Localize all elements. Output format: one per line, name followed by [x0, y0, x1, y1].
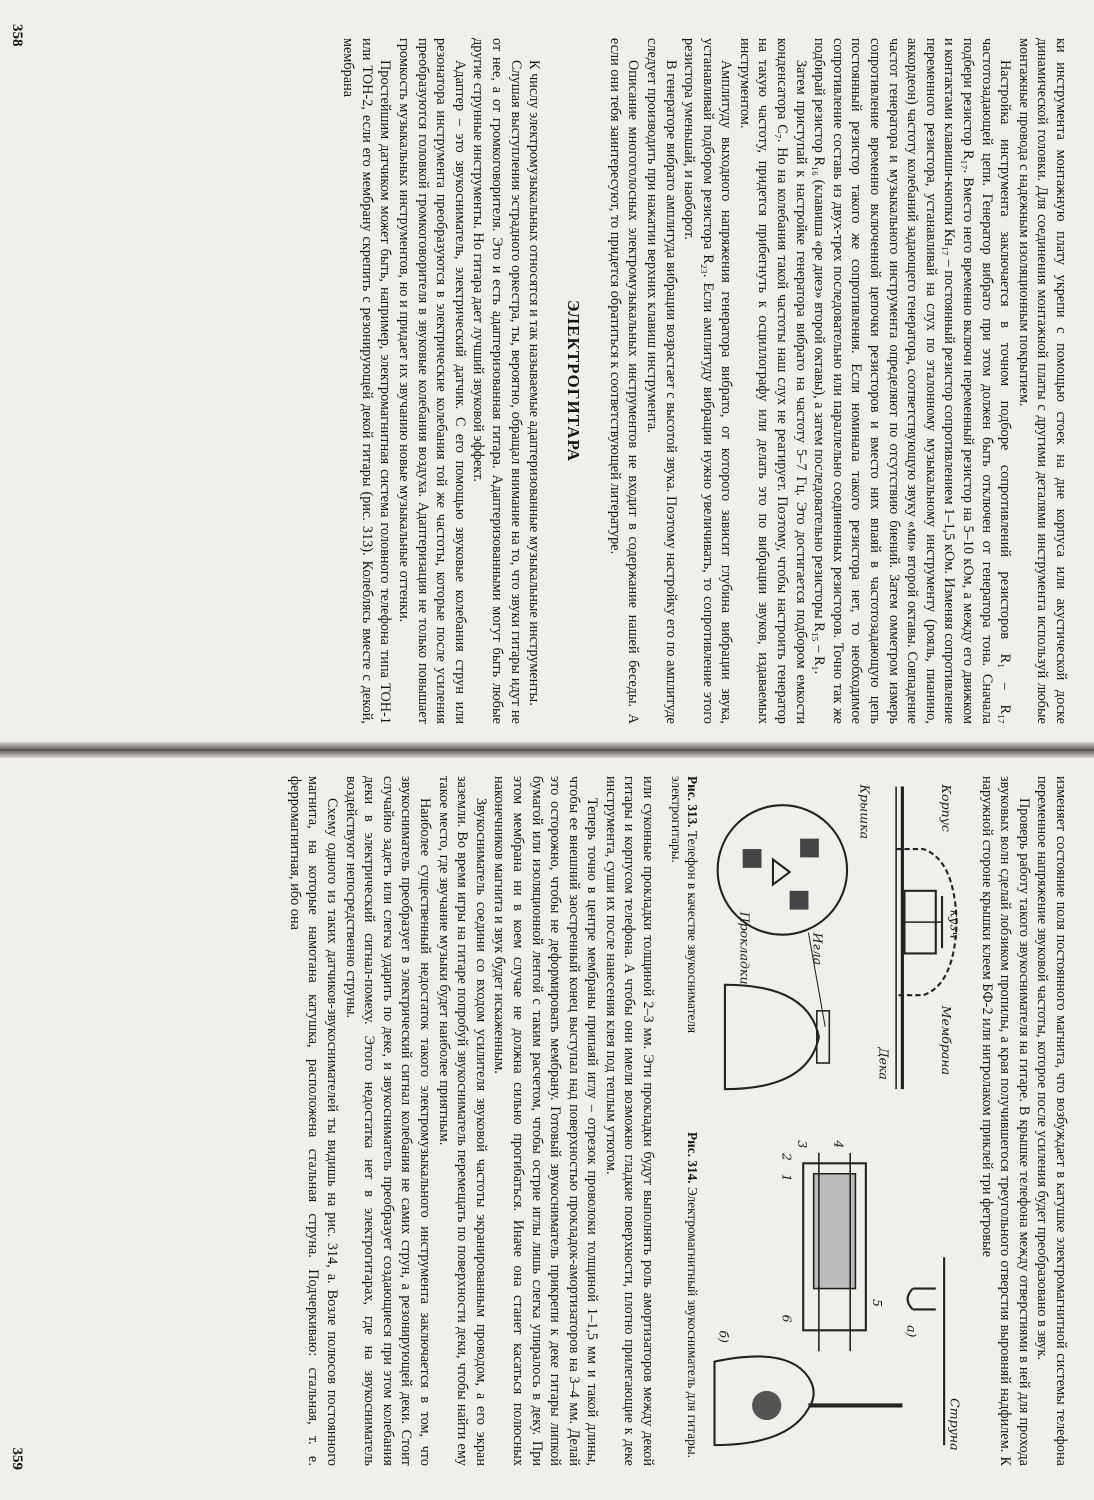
label-b: б) [716, 1330, 732, 1343]
label-prokladki: Прокладки [737, 911, 753, 985]
label-kyzch: кузч [947, 909, 963, 939]
paragraph: Схему одного из таких датчиков-звукоснимателей ты видишь на рис. 314, а. Возле полюсов постоянного магнита, на которые намотана катушка, расположена стальная струна. Подчеркиваю: стальная, т. е. ферромагнитная, ибо она [286, 776, 340, 1466]
left-page [0, 0, 1094, 742]
paragraph: Проверь работу такого звукоснимателя на гитаре. В крышке телефона между отверстиями в ней для прохода звуковых волн сделай лобзиком пропилы, а края получившегося треугольного отверстия выровняй надфилем. К наружной стороне крышки клеем БФ-2 или нитролаком приклей три фетровые [978, 776, 1032, 1466]
label-struna: Струна [947, 1398, 963, 1451]
label-4: 4 [831, 1140, 847, 1149]
paragraph: Наиболее существенный недостаток такого электромузыкального инструмента заключается в том, что звукосниматель преобразует в электрический сигнал колебания не самих струн, а резонирующей деки. Стоит случайно задеть или слегка ударить по деке, и звукосниматель преобразует создающиеся при этом колебания деки в электрический сигнал-помеху. Этого недостатка нет в электрогитарах, где на звукосниматель воздействуют непосредственно струны. [342, 776, 433, 1466]
paragraph: Простейшим датчиком может быть, например, электромагнитная система головного телефона типа ТОН-1 или ТОН-2, если его мембрану скрепить с резонирующей декой гитары (рис. 313). Колеблясь вместе с декой, мембрана [340, 38, 394, 724]
paragraph: Слушая выступления эстрадного оркестра, ты, вероятно, обращал внимание на то, что звуки гитары идут не от нее, а от громкоговорителя. Это и есть адаптеризованная гитара. Адаптеризованными могут быть любые другие струнные инструменты. Но гитара дает лучший звуковой эффект. [470, 38, 524, 724]
magnet-poles [908, 1289, 936, 1310]
label-1: 1 [779, 1173, 795, 1182]
caption-number: Рис. 313. [685, 776, 701, 828]
paragraph: ки инструмента монтажную плату укрепи с помощью стоек на дне корпуса или акустической доске динамической головки. Для соединения монтажной платы с другими деталями инструмента используй любые монтажные провода с надежным изоляционным покрытием. [1015, 38, 1069, 724]
caption-text: Телефон в качестве звукоснимателя электрогитары. [668, 776, 701, 1034]
paragraph: К числу электромузыкальных относятся и так называемые адаптеризованные музыкальные инструменты. [526, 60, 543, 706]
figure-313-drawing [704, 776, 965, 1110]
pad [743, 849, 762, 868]
label-kryshka: Крышка [857, 784, 873, 840]
label-a: а) [904, 1325, 920, 1338]
figure-314 [667, 1132, 965, 1466]
label-3: 3 [795, 1140, 811, 1149]
label-deka: Дека [876, 1047, 892, 1080]
paragraph: Звукосниматель соедини со входом усилителя звуковой частоты экранированным проводом, а его экран заземли. Во время игры на гитаре попробуй звукосниматель перемещать по поверхности деки, чтобы найти ему такое место, где звучание музыки будет наиболее приятным. [435, 776, 489, 1466]
pad [790, 891, 809, 910]
page-number: 359 [9, 1447, 25, 1470]
label-korpus: Корпус [939, 784, 955, 832]
paragraph: Амплитуду выходного напряжения генератора вибрато, от которого зависит глубина вибрации звука, устанавливай подбором резистора R₂₃. Если амплитуду вибрации нужно увеличивать, то сопротивление этого резистора уменьшай, и наоборот. [681, 38, 735, 724]
triangle-hole [773, 860, 790, 885]
page-number: 358 [9, 24, 25, 47]
figure-314-caption [684, 1132, 701, 1466]
label-6: 6 [779, 1314, 795, 1323]
label-igla: Игла [810, 932, 826, 966]
paragraph: Теперь точно в центре мембраны припаяй иглу – отрезок проволоки толщиной 1–1,5 мм и такой длины, чтобы ее внешний заостренный конец выступал над поверхностью прокладок-амортизаторов на 3–4 мм. Делай это осторожно, чтобы не деформировать мембрану. Готовый звукосниматель прикрепи к деке гитары липкой бумагой или изоляционной лентой с таким расчетом, чтобы острие иглы лишь слегка упиралось в деку. При этом мембрана ни в коем случае не должна сильно прогибаться. Иначе она станет касаться полюсных наконечников магнита и звук будет искаженным. [491, 776, 601, 1466]
pad [800, 839, 819, 858]
paragraph: В генераторе вибрато амплитуда вибрации возрастает с высотой звука. Поэтому настройку его по амплитуде следует производить при нажатии верхних клавиш инструмента. [643, 38, 679, 724]
figure-313 [667, 776, 965, 1110]
paragraph: Настройка инструмента заключается в точном подборе сопротивлений резисторов R₁ – R₁₇ частотозадающей цепи. Генератор вибрато при этом должен быть отключен от генератора тона. Сначала подбери резистор R₁₇. Вместо него временно включи переменный резистор на 5–10 кОм, а между его движком и контактами клавиши-кнопки Кн₁₇ – постоянный резистор сопротивлением 1–1,5 кОм. Изменяя сопротивление переменного резистора, устанавливай на слух по эталонному музыкальному инструменту (рояль, пианино, аккордеон) частоту колебаний задающего генератора, соответствующую звуку «ми» второй октавы. Совпадение частот генератора и музыкального инструмента определяют по отсутствию биений. Затем омметром измерь сопротивление временно включенной цепочки резисторов и вместо них впаяй в частотозадающую цепь постоянный резистор такого же сопротивления. Если номинала такого резистора нет, то необходимое сопротивление составь из двух-трех последовательно или параллельно соединенных резисторов. Точно так же подбирай резистор R₁₆ (клавиша «ре диез» второй октавы), а затем последовательно резисторы R₁₅ – R₁. [811, 38, 1014, 724]
paragraph: Затем приступай к настройке генератора вибрато на частоту 5–7 Гц. Это достигается подбором емкости конденсатора C₇. Но на колебания такой частоты наш слух не реагирует. Поэтому, чтобы настроить генератор на такую частоту, придется прибегнуть к осциллографу или делать это по вибрации звуков, издаваемых инструментом. [736, 38, 809, 724]
label-5: 5 [870, 1299, 886, 1307]
right-page [0, 758, 1094, 1500]
figures-row [667, 776, 965, 1466]
label-membrana: Мембрана [939, 1005, 955, 1076]
guitar-soundhole [752, 1391, 781, 1420]
paragraph: или суконные прокладки толщиной 2–3 мм. Эти прокладки будут выполнять роль амортизаторов между декой гитары и корпусом телефона. А чтобы они имели возможно гладкие поверхности, плотно прилегающие к деке инструмента, суши их после нанесения клея под теплым утюгом. [602, 776, 657, 1466]
pickup-coil [814, 1174, 856, 1289]
caption-text: Электромагнитный звукосниматель для гитары. [685, 1187, 701, 1459]
guitar-sketch [725, 985, 819, 1089]
caption-number: Рис. 314. [685, 1132, 701, 1184]
paragraph: Описание многоголосных электромузыкальных инструментов не входит в содержание нашей беседы. А если они тебя заинтересуют, то придется обратиться к соответствующей литературе. [606, 38, 642, 724]
paragraph: изменяет состояние поля постоянного магнита, что возбуждает в катушке электромагнитной системы телефона переменное напряжение звуковой частоты, которое после усиления будет преобразовано в звук. [1034, 776, 1069, 1466]
figure-313-caption [667, 776, 700, 1110]
label-2: 2 [779, 1152, 795, 1161]
section-title: ЭЛЕКТРОГИТАРА [564, 300, 584, 462]
figure-314-drawing [704, 1132, 965, 1466]
paragraph: Адаптер – это звукосниматель, электрический датчик. С его помощью звуковые колебания струн или резонатора инструмента преобразуются в электрические колебания той же частоты, которые после усиления преобразуются головкой громкоговорителя в звуковые колебания воздуха. Адаптеризация не только повышает громкость музыкальных инструментов, но и придает их звучанию новые музыкальные оттенки. [396, 38, 468, 724]
book-spine [0, 742, 1094, 758]
